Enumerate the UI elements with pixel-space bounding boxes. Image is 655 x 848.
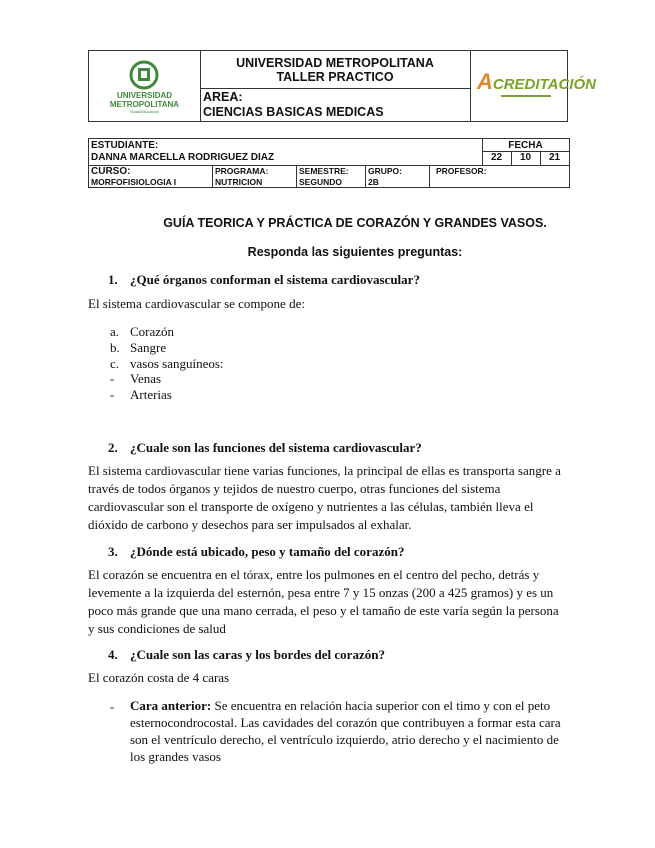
question-1: ¿Qué órganos conforman el sistema cardiovascular? (130, 272, 420, 287)
program-label: PROGRAMA: (215, 166, 269, 176)
header-table (88, 50, 596, 122)
question-1-number: 1. (108, 272, 118, 287)
accreditation-logo (471, 51, 596, 121)
course-value: MORFOFISIOLOGIA I (91, 177, 177, 187)
course-label: CURSO: (91, 166, 131, 177)
list-marker: - (110, 371, 115, 386)
list-item: Corazón (130, 324, 175, 339)
question-4: ¿Cuale son las caras y los bordes del corazón? (130, 647, 385, 662)
area-value: CIENCIAS BASICAS MEDICAS (203, 105, 384, 119)
question-3: ¿Dónde está ubicado, peso y tamaño del corazón? (130, 544, 405, 559)
date-year: 21 (548, 152, 561, 163)
list-marker: - (110, 387, 115, 402)
student-label: ESTUDIANTE: (91, 140, 159, 151)
cara-anterior-label: Cara anterior: (130, 698, 212, 713)
area-block (203, 90, 384, 120)
question-4-intro: El corazón costa de 4 caras (88, 670, 230, 685)
date-month: 10 (519, 152, 532, 163)
student-name: DANNA MARCELLA RODRIGUEZ DIAZ (91, 152, 275, 163)
group-value: 2B (368, 177, 379, 187)
question-2: ¿Cuale son las funciones del sistema cardiovascular? (130, 440, 422, 455)
cara-anterior-text: Se encuentra en relación hacia superior con el timo y con el peto esternocondrocostal. Las cavidades del corazón que contribuyen a formar esta cara son el ventrículo derecho, el ventrículo izquierdo, atrio derecho y el nacimiento de los grandes vasos (130, 698, 561, 764)
question-2-number: 2. (108, 440, 118, 455)
accreditation-letter: A (477, 69, 493, 94)
list-item: Arterias (130, 387, 172, 402)
question-3-number: 3. (108, 544, 118, 559)
area-label: AREA: (203, 90, 243, 104)
professor-label: PROFESOR: (436, 166, 487, 176)
semester-label: SEMESTRE: (299, 166, 349, 176)
accreditation-text: CREDITACIÓN (492, 76, 596, 93)
question-2-answer: El sistema cardiovascular tiene varias funciones, la principal de ellas es transporta sangre a través de todos órganos y tejidos de nuestro cuerpo, otras funciones del sistema cardiovascular son el transporte de oxígeno y nutrientes a las células, también lleva el dióxido de carbono y desechos para ser impulsados al exhalar. (88, 463, 561, 532)
date-label: FECHA (508, 140, 543, 151)
document-subtitle: Responda las siguientes preguntas: (247, 245, 463, 259)
list-marker: - (110, 699, 115, 714)
logo-text-line1: UNIVERSIDAD (116, 91, 173, 100)
question-3-answer: El corazón se encuentra en el tórax, entre los pulmones en el centro del pecho, detrás y levemente a la izquierda del esternón, pesa entre 7 y 15 onzas (200 a 425 gramos) y es un poco más grande que una mano cerrada, el peso y el tamaño de este varía según la persona y sus condiciones de salud (88, 567, 559, 636)
cara-anterior-item (130, 697, 562, 765)
semester-value: SEGUNDO (299, 177, 342, 187)
list-marker: b. (110, 340, 120, 355)
list-item: vasos sanguíneos: (130, 356, 224, 371)
logo-tagline: Vida&Educación (129, 109, 160, 114)
accreditation-underline (501, 95, 551, 97)
list-item: Venas (130, 371, 162, 386)
document-title: GUÍA TEORICA Y PRÁCTICA DE CORAZÓN Y GRANDES VASOS. (163, 216, 547, 230)
question-1-intro: El sistema cardiovascular se compone de: (88, 296, 305, 311)
program-value: NUTRICION (215, 177, 263, 187)
list-item: Sangre (130, 340, 167, 355)
university-name: UNIVERSIDAD METROPOLITANA (236, 56, 434, 70)
list-marker: c. (110, 356, 120, 371)
student-info-table (88, 138, 570, 188)
workshop-title: TALLER PRACTICO (276, 70, 394, 84)
header-title (200, 51, 470, 89)
list-marker: a. (110, 324, 120, 339)
date-day: 22 (490, 152, 503, 163)
university-logo (89, 51, 201, 121)
logo-text-line2: METROPOLITANA (109, 100, 180, 109)
group-label: GRUPO: (368, 166, 402, 176)
question-4-number: 4. (108, 647, 118, 662)
